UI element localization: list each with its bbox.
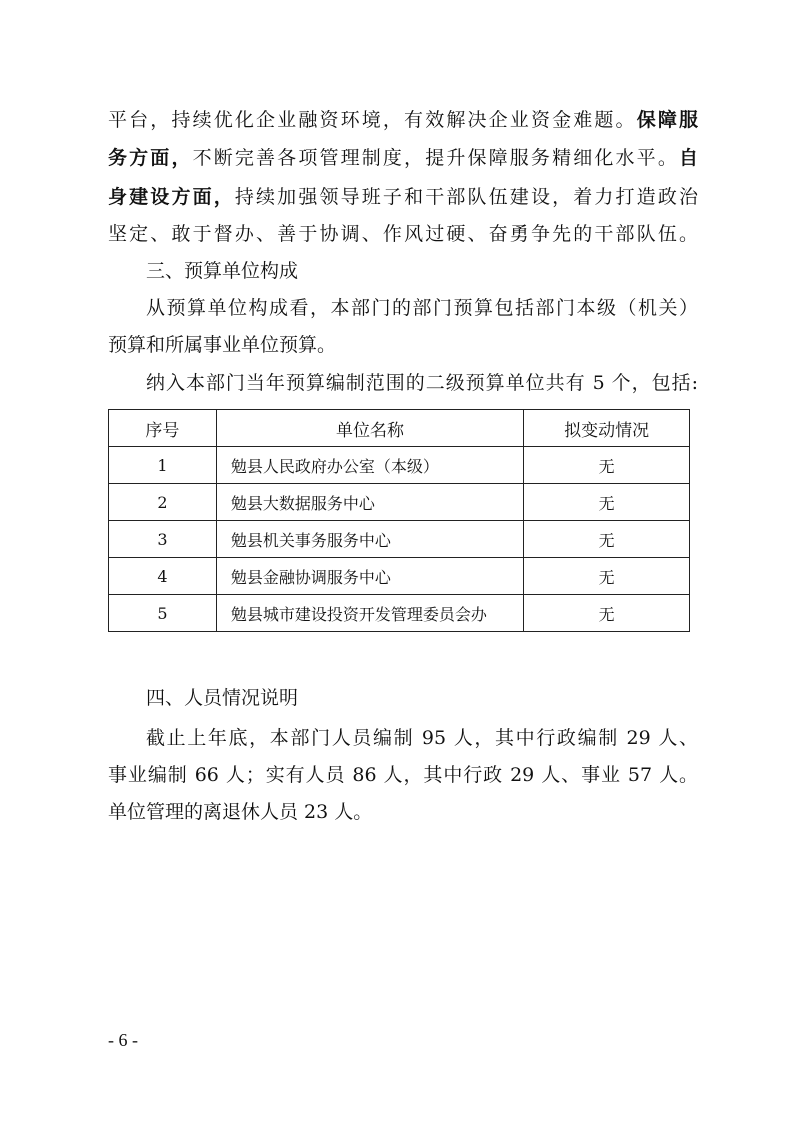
table-row bbox=[109, 558, 690, 595]
cell-name: 勉县人民政府办公室（本级） bbox=[216, 447, 523, 484]
table-header-row bbox=[109, 410, 690, 447]
cell-name: 勉县大数据服务中心 bbox=[216, 484, 523, 521]
column-header-no: 序号 bbox=[109, 410, 217, 447]
table-row bbox=[109, 521, 690, 558]
table-row bbox=[109, 447, 690, 484]
section-heading-staffing: 四、人员情况说明 bbox=[146, 687, 299, 709]
paragraph-line: 事业编制 66 人；实有人员 86 人，其中行政 29 人、事业 57 人。 bbox=[108, 764, 698, 786]
paragraph-line: 预算和所属事业单位预算。 bbox=[108, 334, 337, 356]
cell-change: 无 bbox=[524, 484, 690, 521]
section-heading-budget-units: 三、预算单位构成 bbox=[146, 260, 299, 282]
paragraph-line: 平台，持续优化企业融资环境，有效解决企业资金难题。保障服 bbox=[108, 109, 698, 131]
cell-name: 勉县城市建设投资开发管理委员会办 bbox=[216, 595, 523, 632]
cell-change: 无 bbox=[524, 521, 690, 558]
paragraph-line: 坚定、敢于督办、善于协调、作风过硬、奋勇争先的干部队伍。 bbox=[108, 223, 698, 245]
cell-change: 无 bbox=[524, 558, 690, 595]
cell-no: 4 bbox=[109, 558, 217, 595]
paragraph-line: 截止上年底，本部门人员编制 95 人，其中行政编制 29 人、 bbox=[146, 727, 698, 749]
cell-no: 1 bbox=[109, 447, 217, 484]
column-header-name: 单位名称 bbox=[216, 410, 523, 447]
paragraph-line: 从预算单位构成看，本部门的部门预算包括部门本级（机关） bbox=[146, 297, 698, 319]
table-row bbox=[109, 595, 690, 632]
paragraph-line: 身建设方面，持续加强领导班子和干部队伍建设，着力打造政治 bbox=[108, 186, 698, 208]
paragraph-line: 单位管理的离退休人员 23 人。 bbox=[108, 801, 373, 823]
cell-no: 2 bbox=[109, 484, 217, 521]
cell-name: 勉县机关事务服务中心 bbox=[216, 521, 523, 558]
page-number: - 6 - bbox=[108, 1030, 138, 1050]
table-row bbox=[109, 484, 690, 521]
cell-name: 勉县金融协调服务中心 bbox=[216, 558, 523, 595]
paragraph-line: 务方面，不断完善各项管理制度，提升保障服务精细化水平。自 bbox=[108, 147, 698, 169]
budget-units-table bbox=[108, 409, 690, 632]
cell-change: 无 bbox=[524, 595, 690, 632]
column-header-change: 拟变动情况 bbox=[524, 410, 690, 447]
cell-no: 5 bbox=[109, 595, 217, 632]
cell-no: 3 bbox=[109, 521, 217, 558]
cell-change: 无 bbox=[524, 447, 690, 484]
paragraph-line: 纳入本部门当年预算编制范围的二级预算单位共有 5 个，包括: bbox=[146, 372, 698, 394]
